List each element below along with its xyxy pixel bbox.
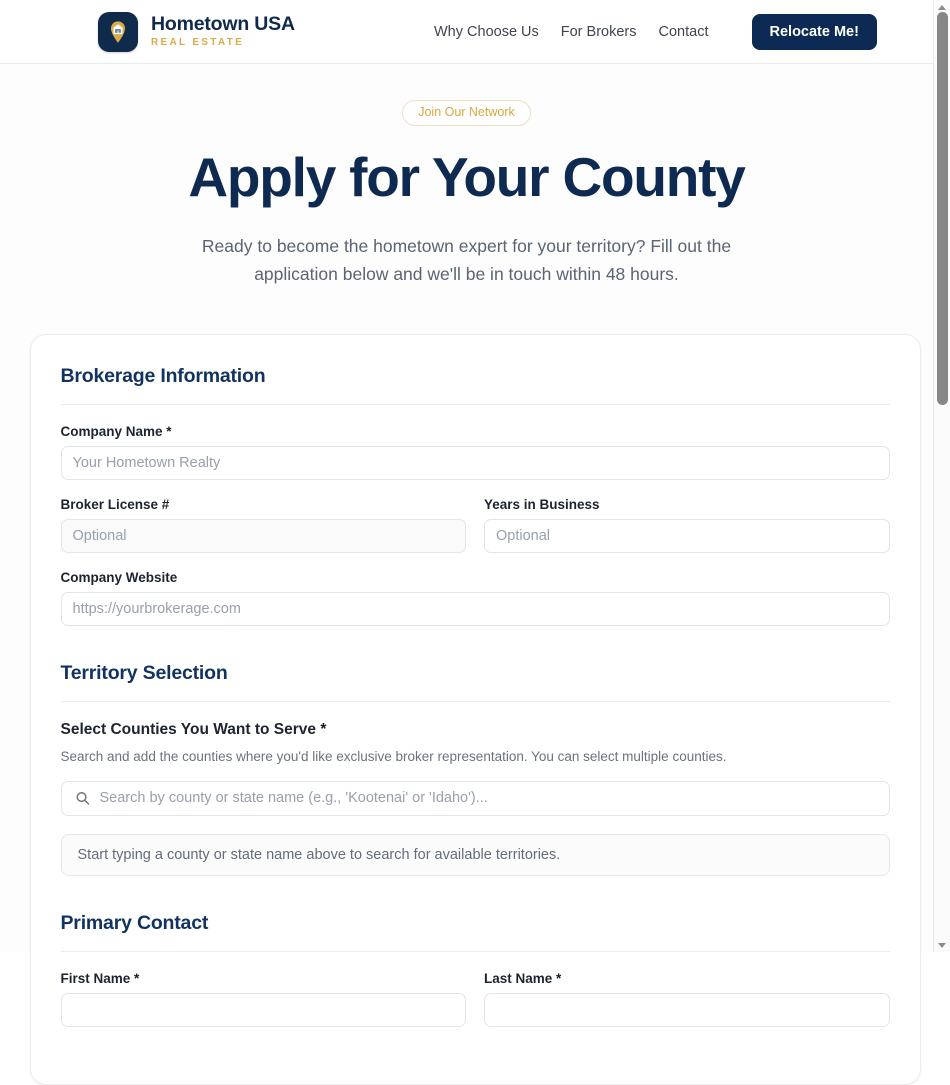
first-name-input[interactable] xyxy=(61,993,467,1027)
section-divider xyxy=(61,951,890,952)
label-text: Select Counties You Want to Serve xyxy=(60,720,317,738)
nav-link-for-brokers[interactable]: For Brokers xyxy=(560,23,637,40)
label-broker-license: Broker License # xyxy=(60,496,170,512)
application-form-card xyxy=(30,334,921,1085)
company-name-input[interactable] xyxy=(61,446,890,480)
required-asterisk: * xyxy=(320,720,327,738)
field-first-name xyxy=(61,971,467,1027)
section-divider xyxy=(61,701,890,702)
join-our-network-badge: Join Our Network xyxy=(402,100,531,126)
label-text: Company Name xyxy=(60,423,163,439)
map-pin-house-icon xyxy=(98,12,138,52)
field-company-name xyxy=(61,424,890,480)
relocate-me-button[interactable]: Relocate Me! xyxy=(752,14,877,50)
page-title: Apply for Your County xyxy=(188,145,745,208)
label-text: First Name xyxy=(60,970,131,986)
counties-helper-text: Search and add the counties where you'd like exclusive broker representation. You can select multiple counties. xyxy=(60,748,727,764)
label-select-counties xyxy=(61,721,890,739)
main-nav xyxy=(434,14,877,50)
label-first-name xyxy=(61,971,467,986)
county-search-input[interactable] xyxy=(61,781,890,816)
section-title-primary-contact: Primary Contact xyxy=(60,911,209,934)
required-asterisk: * xyxy=(166,423,172,439)
label-text: Last Name xyxy=(484,970,553,986)
county-search-wrap xyxy=(61,781,890,816)
row-first-last-name xyxy=(61,971,890,1044)
field-broker-license xyxy=(61,497,467,553)
section-title-brokerage: Brokerage Information xyxy=(60,364,266,387)
field-company-website xyxy=(61,570,890,626)
row-license-years xyxy=(61,497,890,570)
site-header xyxy=(0,0,933,64)
section-divider xyxy=(61,404,890,405)
label-company-name xyxy=(61,424,890,439)
field-years-in-business xyxy=(484,497,890,553)
company-website-input[interactable] xyxy=(61,592,890,626)
page-scrollbar[interactable] xyxy=(933,0,950,952)
section-title-territory: Territory Selection xyxy=(60,661,228,684)
label-last-name xyxy=(484,971,890,986)
label-company-website: Company Website xyxy=(60,569,178,585)
brand-text xyxy=(151,15,295,48)
broker-license-input[interactable] xyxy=(61,519,467,553)
hero-section xyxy=(0,64,933,289)
counties-empty-state: Start typing a county or state name above to search for available territories. xyxy=(61,834,890,876)
last-name-input[interactable] xyxy=(484,993,890,1027)
brand-subtitle: REAL ESTATE xyxy=(151,36,245,48)
label-years-in-business: Years in Business xyxy=(484,496,600,512)
years-in-business-input[interactable] xyxy=(484,519,890,553)
brand-logo[interactable] xyxy=(98,12,295,52)
scroll-down-arrow-icon[interactable] xyxy=(934,938,950,952)
hero-subtitle: Ready to become the hometown expert for your territory? Fill out the application below and we'll be in touch within 48 hours. xyxy=(201,235,732,285)
required-asterisk: * xyxy=(134,970,140,986)
brand-title: Hometown USA xyxy=(151,13,295,36)
nav-link-why-choose-us[interactable]: Why Choose Us xyxy=(434,23,539,40)
required-asterisk: * xyxy=(556,970,562,986)
nav-link-contact[interactable]: Contact xyxy=(658,23,709,40)
scrollbar-thumb[interactable] xyxy=(937,12,948,405)
field-last-name xyxy=(484,971,890,1027)
